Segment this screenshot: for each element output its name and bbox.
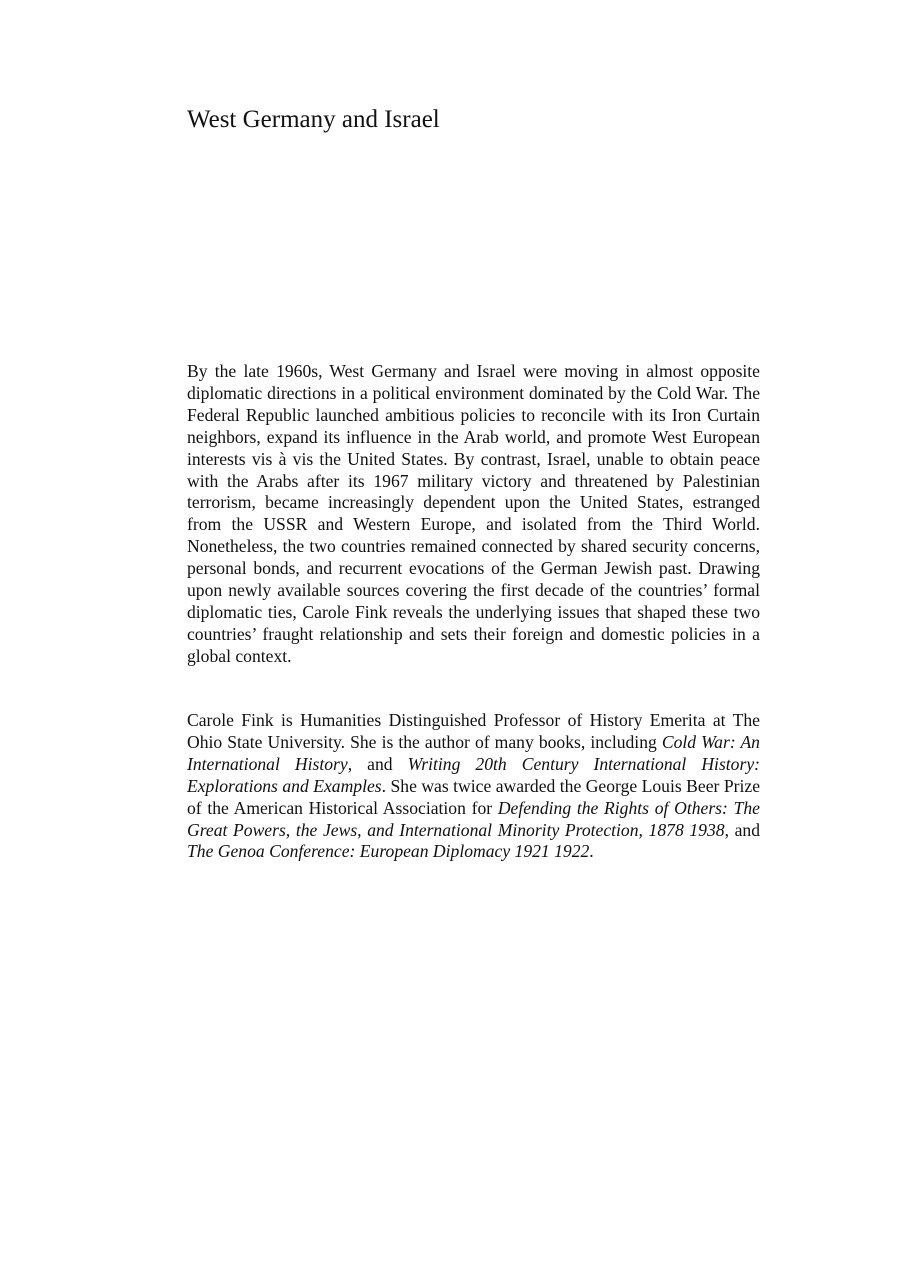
book-title: West Germany and Israel — [187, 106, 440, 133]
bio-end: . — [589, 841, 594, 862]
bio-middle: . She was twice awarded the George Louis Beer Prize of the American Historical Association for — [187, 775, 760, 818]
bio-separator-1: , and — [347, 753, 408, 774]
book-summary: By the late 1960s, West Germany and Israel were moving in almost opposite diplomatic directions in a political environment dominated by the Cold War. The Federal Republic launched ambitious policies to reconcile with its Iron Curtain neighbors, expand its influence in the Arab world, and promote West European interests vis à vis the United States. By contrast, Israel, unable to obtain peace with the Arabs after its 1967 military victory and threatened by Palestinian terrorism, became increasingly dependent upon the United States, estranged from the USSR and Western Europe, and isolated from the Third World. Nonetheless, the two countries remained connected by shared security concerns, personal bonds, and recurrent evocations of the German Jewish past. Drawing upon newly available sources covering the first decade of the countries’ formal diplomatic ties, Carole Fink reveals the underlying issues that shaped these two countries’ fraught relationship and sets their foreign and domestic policies in a global context. — [187, 361, 760, 666]
bio-book-title-1: Cold War: An International History — [187, 731, 760, 774]
bio-book-title-4: The Genoa Conference: European Diplomacy 1921 1922 — [187, 841, 590, 862]
author-bio — [187, 710, 760, 863]
bio-intro: Carole Fink is Humanities Distinguished Professor of History Emerita at The Ohio State University. She is the author of many books, including — [187, 710, 760, 752]
bio-book-title-3: Defending the Rights of Others: The Great Powers, the Jews, and International Minority Protection, 1878 1938 — [187, 797, 760, 840]
bio-separator-2: , and — [724, 819, 760, 840]
bio-book-title-2: Writing 20th Century International History: Explorations and Examples — [187, 753, 760, 796]
